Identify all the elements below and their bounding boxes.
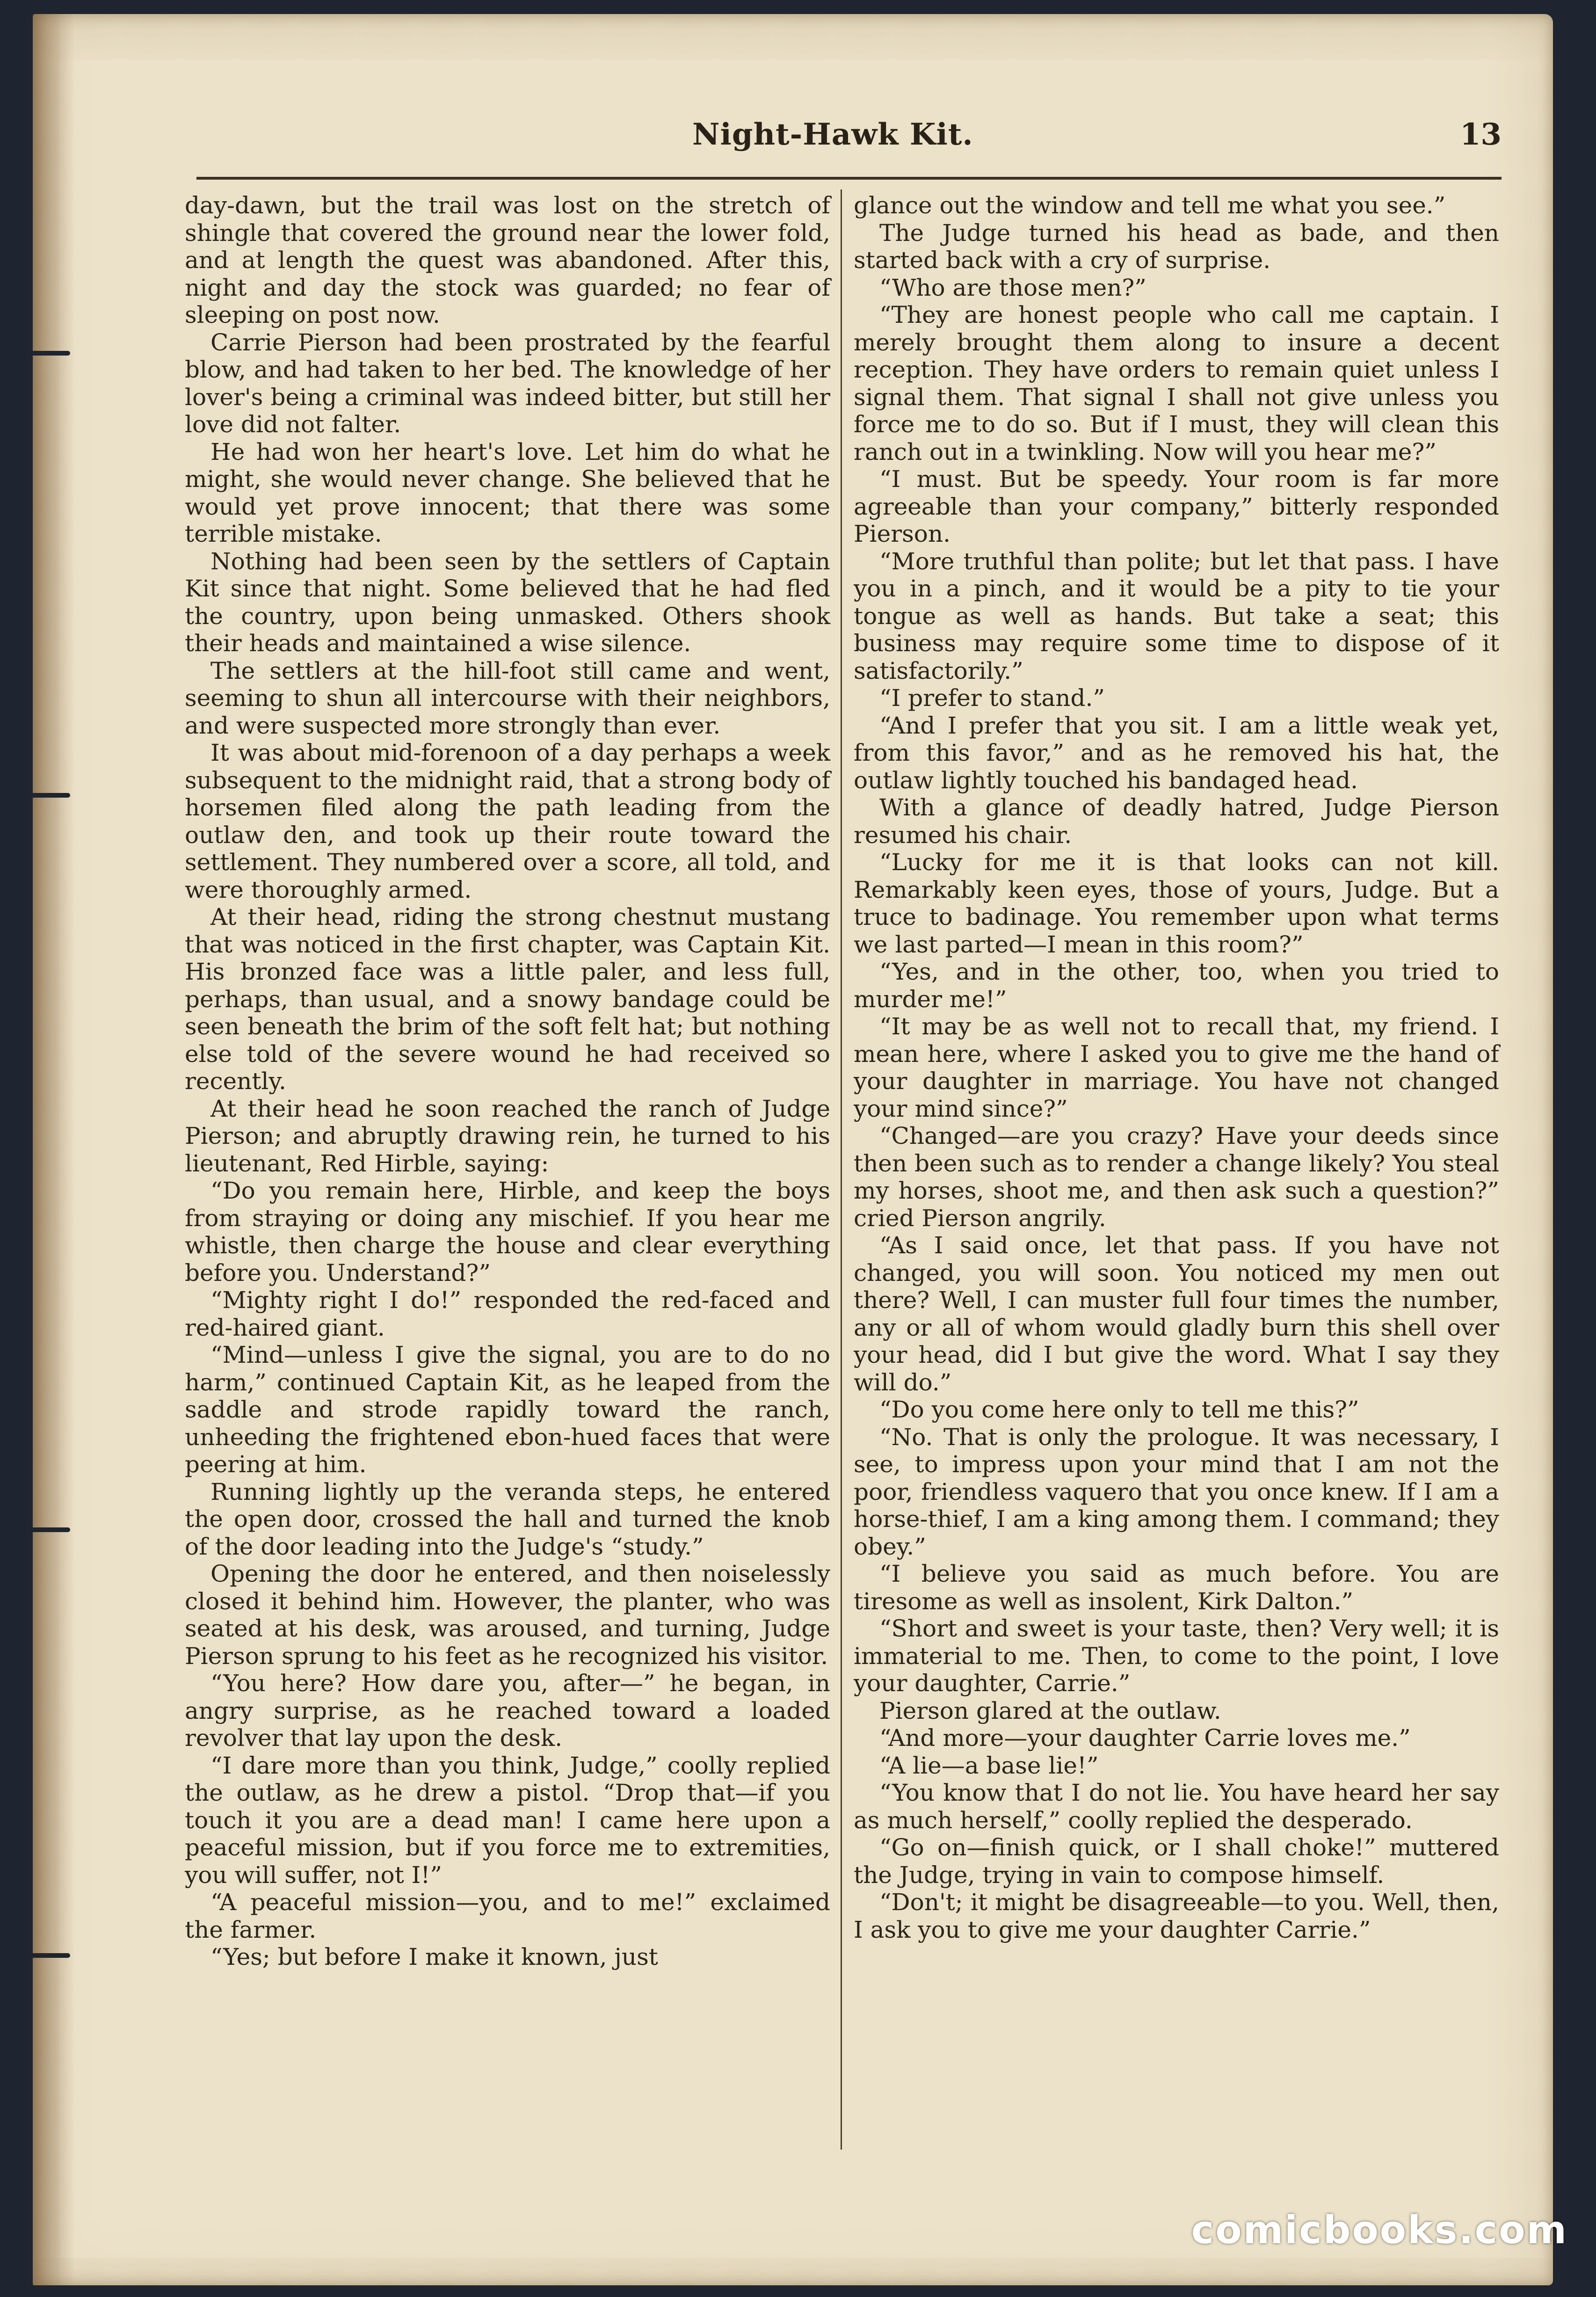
paragraph: “Mind—unless I give the signal, you are to do no harm,” continued Captain Kit, as he leaped from the saddle and strode rapidly toward the ranch, unheeding the frightened ebon-hued faces that were peering at him. — [185, 1341, 830, 1478]
paragraph: “Lucky for me it is that looks can not kill. Remarkably keen eyes, those of yours, Judge. But a truce to badinage. You remember upon what terms we last parted—I mean in this room?” — [854, 849, 1499, 958]
paragraph: “I dare more than you think, Judge,” coolly replied the outlaw, as he drew a pistol. “Drop that—if you touch it you are a dead man! I came here upon a peaceful mission, but if you force me to extremities, you will suffer, not I!” — [185, 1752, 830, 1889]
paragraph: The Judge turned his head as bade, and then started back with a cry of surprise. — [854, 219, 1499, 274]
paragraph: Nothing had been seen by the settlers of Captain Kit since that night. Some believed that he had fled the country, upon being unmasked. Others shook their heads and maintained a wise silence. — [185, 547, 830, 657]
paragraph: “Mighty right I do!” responded the red-faced and red-haired giant. — [185, 1287, 830, 1341]
column-divider — [841, 189, 842, 2150]
paragraph: “Do you remain here, Hirble, and keep the boys from straying or doing any mischief. If you hear me whistle, then charge the house and clear everything before you. Understand?” — [185, 1177, 830, 1287]
paragraph: “Yes, and in the other, too, when you tried to murder me!” — [854, 958, 1499, 1013]
paragraph: “And more—your daughter Carrie loves me.” — [879, 1724, 1411, 1752]
paragraph: “I prefer to stand.” — [879, 684, 1105, 712]
running-title: Night-Hawk Kit. — [692, 117, 973, 152]
paragraph: Opening the door he entered, and then noiselessly closed it behind him. However, the planter, who was seated at his desk, was aroused, and turning, Judge Pierson sprung to his feet as he recognized his visitor. — [185, 1560, 830, 1670]
paragraph: “Short and sweet is your taste, then? Very well; it is immaterial to me. Then, to come to the point, I love your daughter, Carrie.” — [854, 1615, 1499, 1697]
paragraph: Running lightly up the veranda steps, he entered the open door, crossed the hall and turned the knob of the door leading into the Judge's “study.” — [185, 1478, 830, 1560]
binding-stitch — [0, 351, 70, 356]
paragraph: “You here? How dare you, after—” he began, in angry surprise, as he reached toward a loaded revolver that lay upon the desk. — [185, 1670, 830, 1752]
paragraph: “Changed—are you crazy? Have your deeds since then been such as to render a change likely? You steal my horses, shoot me, and then ask such a question?” cried Pierson angrily. — [854, 1122, 1499, 1232]
paragraph: “You know that I do not lie. You have heard her say as much herself,” coolly replied the desperado. — [854, 1779, 1499, 1834]
paragraph: “More truthful than polite; but let that pass. I have you in a pinch, and it would be a pity to tie your tongue as well as hands. But take a seat; this business may require some time to dispose of it satisfactorily.” — [854, 547, 1499, 684]
paragraph: “As I said once, let that pass. If you have not changed, you will soon. You noticed my men out there? Well, I can muster full four times the number, any or all of whom would gladly burn this shell over your head, did I but give the word. What I say they will do.” — [854, 1232, 1499, 1396]
binding-stitch — [0, 1953, 70, 1958]
paragraph: “They are honest people who call me captain. I merely brought them along to insure a decent reception. They have orders to remain quiet unless I signal them. That signal I shall not give unless you force me to do so. But if I must, they will clean this ranch out in a twinkling. Now will you hear me?” — [854, 301, 1499, 465]
header-rule — [196, 177, 1502, 180]
paragraph: “Yes; but before I make it known, just — [210, 1943, 658, 1970]
paragraph: “I believe you said as much before. You are tiresome as well as insolent, Kirk Dalton.” — [854, 1560, 1499, 1615]
paragraph: “It may be as well not to recall that, my friend. I mean here, where I asked you to give me the hand of your daughter in marriage. You have not changed your mind since?” — [854, 1013, 1499, 1122]
page-number: 13 — [1459, 117, 1502, 152]
watermark: comicbooks.com — [1191, 2208, 1568, 2253]
paragraph: day-dawn, but the trail was lost on the stretch of shingle that covered the ground near the lower fold, and at length the quest was abandoned. After this, night and day the stock was guarded; no fear of sleeping on post now. — [185, 192, 830, 328]
paragraph: “Who are those men?” — [879, 274, 1146, 301]
paragraph: “A peaceful mission—you, and to me!” exclaimed the farmer. — [185, 1889, 830, 1943]
paragraph: With a glance of deadly hatred, Judge Pierson resumed his chair. — [854, 794, 1499, 849]
paragraph: “Don't; it might be disagreeable—to you. Well, then, I ask you to give me your daughter Carrie.” — [854, 1889, 1499, 1943]
paragraph: Carrie Pierson had been prostrated by the fearful blow, and had taken to her bed. The knowledge of her lover's being a criminal was indeed bitter, but still her love did not falter. — [185, 328, 830, 438]
paragraph: The settlers at the hill-foot still came and went, seeming to shun all intercourse with their neighbors, and were suspected more strongly than ever. — [185, 657, 830, 739]
paragraph: Pierson glared at the outlaw. — [879, 1697, 1221, 1724]
paragraph: glance out the window and tell me what you see.” — [854, 192, 1446, 219]
paragraph: “No. That is only the prologue. It was necessary, I see, to impress upon your mind that I am not the poor, friendless vaquero that you once knew. If I am a horse-thief, I am a king among them. I command; they obey.” — [854, 1423, 1499, 1560]
paragraph: “I must. But be speedy. Your room is far more agreeable than your company,” bitterly responded Pierson. — [854, 465, 1499, 547]
paragraph: At their head he soon reached the ranch of Judge Pierson; and abruptly drawing rein, he turned to his lieutenant, Red Hirble, saying: — [185, 1095, 830, 1177]
binding-stitch — [0, 793, 70, 798]
page-header — [187, 117, 1502, 168]
binding-stitch — [0, 1527, 70, 1532]
paragraph: At their head, riding the strong chestnut mustang that was noticed in the first chapter, was Captain Kit. His bronzed face was a little paler, and less full, perhaps, than usual, and a snowy bandage could be seen beneath the brim of the soft felt hat; but nothing else told of the severe wound he had received so recently. — [185, 903, 830, 1095]
right-column — [854, 192, 1499, 1943]
paragraph: He had won her heart's love. Let him do what he might, she would never change. She believed that he would yet prove innocent; that there was some terrible mistake. — [185, 438, 830, 547]
left-column — [185, 192, 830, 1971]
paragraph: “Go on—finish quick, or I shall choke!” muttered the Judge, trying in vain to compose himself. — [854, 1834, 1499, 1889]
paragraph: “And I prefer that you sit. I am a little weak yet, from this favor,” and as he removed his hat, the outlaw lightly touched his bandaged head. — [854, 712, 1499, 794]
paragraph: “A lie—a base lie!” — [879, 1752, 1099, 1779]
paragraph: “Do you come here only to tell me this?” — [879, 1396, 1359, 1423]
paragraph: It was about mid-forenoon of a day perhaps a week subsequent to the midnight raid, that a strong body of horsemen filed along the path leading from the outlaw den, and took up their route toward the settlement. They numbered over a score, all told, and were thoroughly armed. — [185, 739, 830, 903]
